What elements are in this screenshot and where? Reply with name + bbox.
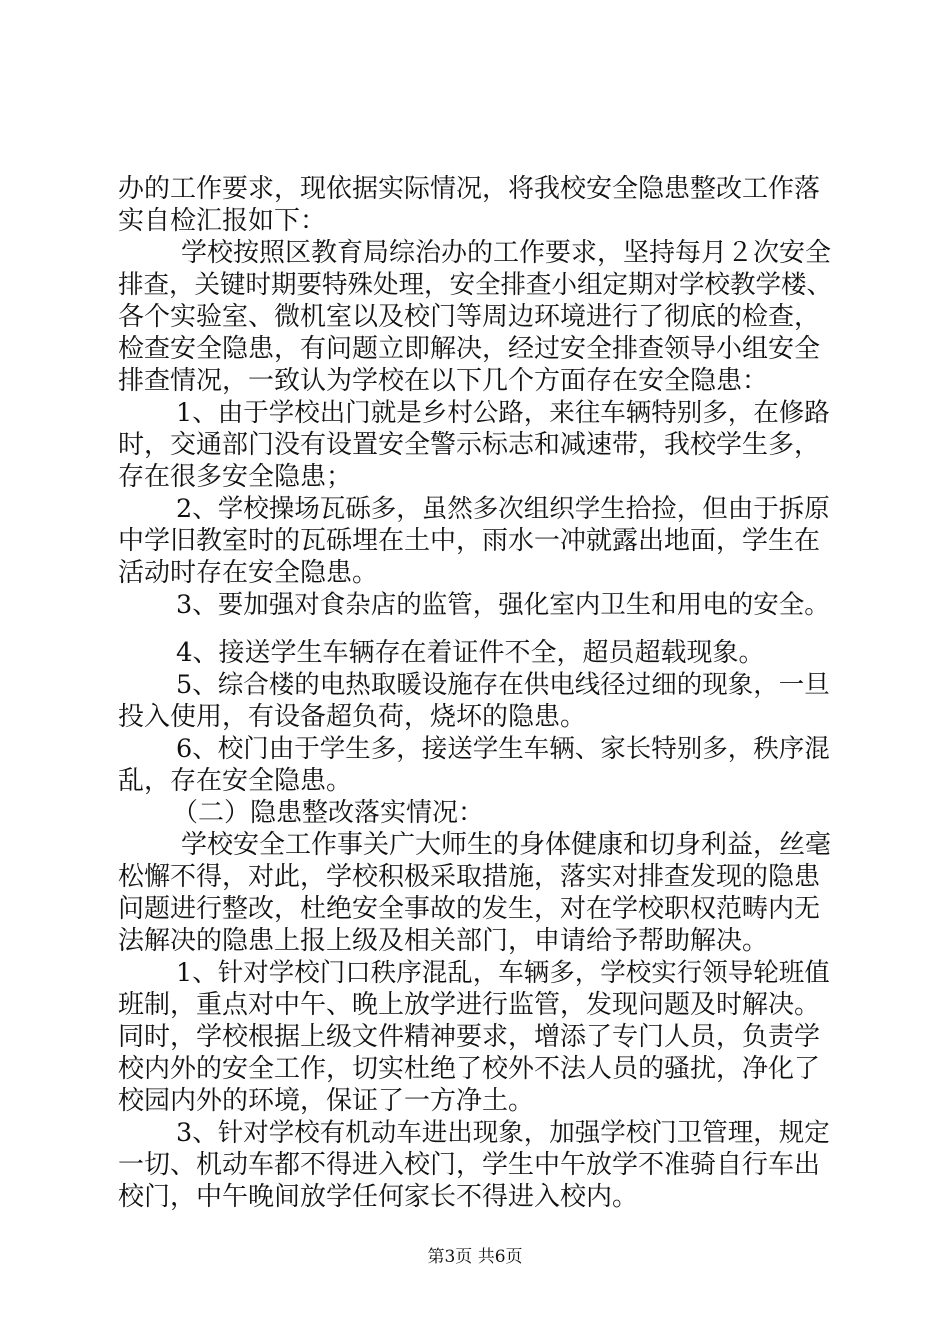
body-line-25: 1、针对学校门口秩序混乱，车辆多，学校实行领导轮班值 xyxy=(176,958,830,988)
body-line-1: 办的工作要求，现依据实际情况，将我校安全隐患整改工作落 xyxy=(118,174,821,204)
body-line-9: 时，交通部门没有设置安全警示标志和减速带，我校学生多， xyxy=(118,430,821,460)
body-line-31: 一切、机动车都不得进入校门，学生中午放学不准骑自行车出 xyxy=(118,1150,821,1180)
body-line-21: 学校安全工作事关广大师生的身体健康和切身利益，丝毫 xyxy=(181,830,832,860)
body-line-24: 法解决的隐患上报上级及相关部门，申请给予帮助解决。 xyxy=(118,926,769,956)
body-line-11: 2、学校操场瓦砾多，虽然多次组织学生拾捡，但由于拆原 xyxy=(176,494,830,524)
page-footer: 第3页 共6页 xyxy=(427,1247,523,1267)
body-line-28: 校内外的安全工作，切实杜绝了校外不法人员的骚扰，净化了 xyxy=(118,1054,821,1084)
body-line-2: 实自检汇报如下： xyxy=(118,206,327,236)
body-line-7: 排查情况，一致认为学校在以下几个方面存在安全隐患： xyxy=(118,366,769,396)
body-line-3: 学校按照区教育局综治办的工作要求，坚持每月２次安全 xyxy=(181,238,832,268)
body-line-15: 4、接送学生车辆存在着证件不全，超员超载现象。 xyxy=(176,638,765,668)
body-line-13: 活动时存在安全隐患。 xyxy=(118,558,379,588)
body-line-32: 校门，中午晚间放学任何家长不得进入校内。 xyxy=(118,1182,639,1212)
body-line-16: 5、综合楼的电热取暖设施存在供电线径过细的现象，一旦 xyxy=(176,670,830,700)
body-line-29: 校园内外的环境，保证了一方净土。 xyxy=(118,1086,535,1116)
body-line-12: 中学旧教室时的瓦砾埋在土中，雨水一冲就露出地面，学生在 xyxy=(118,526,821,556)
body-line-14: 3、要加强对食杂店的监管，强化室内卫生和用电的安全。 xyxy=(176,590,830,620)
body-line-4: 排查，关键时期要特殊处理，安全排查小组定期对学校教学楼、 xyxy=(118,270,833,300)
body-line-5: 各个实验室、微机室以及校门等周边环境进行了彻底的检查， xyxy=(118,302,821,332)
body-line-18: 6、校门由于学生多，接送学生车辆、家长特别多，秩序混 xyxy=(176,734,830,764)
body-line-30: 3、针对学校有机动车进出现象，加强学校门卫管理，规定 xyxy=(176,1118,830,1148)
body-line-27: 同时，学校根据上级文件精神要求，增添了专门人员，负责学 xyxy=(118,1022,821,1052)
body-line-23: 问题进行整改，杜绝安全事故的发生，对在学校职权范畴内无 xyxy=(118,894,821,924)
body-line-10: 存在很多安全隐患； xyxy=(118,462,353,492)
body-line-17: 投入使用，有设备超负荷，烧坏的隐患。 xyxy=(118,702,587,732)
body-line-22: 松懈不得，对此，学校积极采取措施，落实对排查发现的隐患 xyxy=(118,862,821,892)
body-line-6: 检查安全隐患，有问题立即解决，经过安全排查领导小组安全 xyxy=(118,334,821,364)
body-line-19: 乱，存在安全隐患。 xyxy=(118,766,353,796)
body-line-8: 1、由于学校出门就是乡村公路，来往车辆特别多，在修路 xyxy=(176,398,830,428)
section-heading: （二）隐患整改落实情况： xyxy=(172,798,485,828)
body-line-26: 班制，重点对中午、晚上放学进行监管，发现问题及时解决。 xyxy=(118,990,821,1020)
